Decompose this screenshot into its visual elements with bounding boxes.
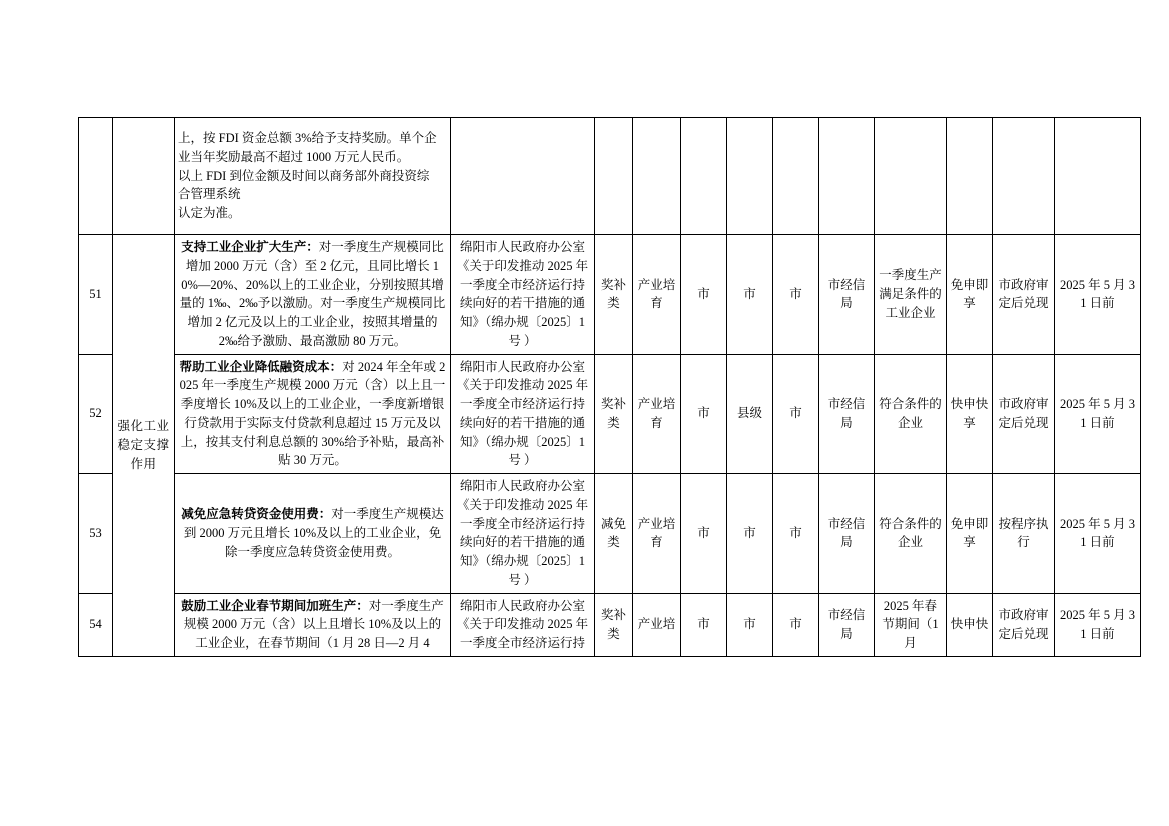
content-body: 对一季度生产规模同比增加 2000 万元（含）至 2 亿元，且同比增长 10%—20%、20%以上的工业企业，分别按照其增量的 1‰、2‰予以激励。对一季度生产规模同比增加 2 亿元及以上的工业企业，按照其增量的 2‰给予激励、最高激励 80 万元。 [179,240,446,348]
row-department: 市经信局 [819,474,875,594]
row-basis: 绵阳市人民政府办公室《关于印发推动 2025 年一季度全市经济运行持续向好的若干措施的通知》（绵办规〔2025〕1 号 ） [451,235,595,355]
row-field [633,118,681,235]
row-level3 [773,118,819,235]
row-process: 市政府审定后兑现 [993,354,1055,474]
row-basis: 绵阳市人民政府办公室《关于印发推动 2025 年一季度全市经济运行持 [451,593,595,656]
row-level2 [727,118,773,235]
row-basis [451,118,595,235]
row-content [175,474,451,594]
table-row [79,474,1141,594]
row-target: 符合条件的企业 [875,474,947,594]
row-target: 一季度生产满足条件的工业企业 [875,235,947,355]
content-body: 对 2024 年全年或 2025 年一季度生产规模 2000 万元（含）以上且一季度增长 10%及以上的工业企业，一季度新增银行贷款用于实际支付贷款利息超过 15 万元及以上，按其支付利息总额的 30%给予补贴，最高补贴 30 万元。 [179,359,446,468]
row-process [993,118,1055,235]
row-field: 产业培 [633,593,681,656]
row-content [175,235,451,355]
table-row [79,235,1141,355]
row-time: 2025 年 5 月 31 日前 [1055,235,1141,355]
row-type: 奖补类 [595,354,633,474]
row-number [79,118,113,235]
row-basis: 绵阳市人民政府办公室《关于印发推动 2025 年一季度全市经济运行持续向好的若干措施的通知》（绵办规〔2025〕1 号 ） [451,354,595,474]
row-apply-way: 快申快享 [947,354,993,474]
row-time [1055,118,1141,235]
content-line: 合管理系统 [178,187,241,202]
row-process: 市政府审定后兑现 [993,593,1055,656]
row-content [175,118,451,235]
row-level1: 市 [681,593,727,656]
content-lead: 鼓励工业企业春节期间加班生产： [181,598,369,613]
row-department: 市经信局 [819,593,875,656]
content-lead: 帮助工业企业降低融资成本： [179,359,343,374]
row-type: 减免类 [595,474,633,594]
row-type [595,118,633,235]
table-row [79,354,1141,474]
row-department: 市经信局 [819,235,875,355]
row-department [819,118,875,235]
row-level3: 市 [773,235,819,355]
table-row [79,118,1141,235]
row-target [875,118,947,235]
row-field: 产业培育 [633,235,681,355]
content-lead: 减免应急转贷资金使用费： [181,507,332,522]
row-number: 52 [79,354,113,474]
content-line: 上，按 FDI 资金总额 3%给予支持奖励。单个企 [178,131,437,146]
row-number: 53 [79,474,113,594]
row-target: 2025 年春节期间（1 月 [875,593,947,656]
row-apply-way: 快申快 [947,593,993,656]
policy-table [78,117,1141,657]
content-line: 业当年奖励最高不超过 1000 万元人民币。 [178,149,410,164]
row-group-label: 强化工业稳定支撑作用 [113,235,175,657]
row-type: 奖补类 [595,593,633,656]
row-field: 产业培育 [633,354,681,474]
row-level2: 市 [727,474,773,594]
content-body: 对一季度生产规模 2000 万元（含）以上且增长 10%及以上的工业企业，在春节期间（1 月 28 日—2 月 4 [183,598,444,650]
row-level3: 市 [773,474,819,594]
row-type: 奖补类 [595,235,633,355]
row-target: 符合条件的企业 [875,354,947,474]
policy-table-container [78,117,1135,657]
row-process: 按程序执行 [993,474,1055,594]
row-number: 51 [79,235,113,355]
row-apply-way [947,118,993,235]
row-level2: 市 [727,593,773,656]
row-level3: 市 [773,354,819,474]
row-level2: 市 [727,235,773,355]
row-level1 [681,118,727,235]
row-department: 市经信局 [819,354,875,474]
row-basis: 绵阳市人民政府办公室《关于印发推动 2025 年一季度全市经济运行持续向好的若干措施的通知》（绵办规〔2025〕1 号 ） [451,474,595,594]
row-apply-way: 免申即享 [947,474,993,594]
row-time: 2025 年 5 月 31 日前 [1055,474,1141,594]
row-level3: 市 [773,593,819,656]
row-time: 2025 年 5 月 31 日前 [1055,593,1141,656]
row-time: 2025 年 5 月 31 日前 [1055,354,1141,474]
row-content [175,593,451,656]
row-level1: 市 [681,354,727,474]
row-process: 市政府审定后兑现 [993,235,1055,355]
row-level2: 县级 [727,354,773,474]
row-group [113,118,175,235]
content-lead: 支持工业企业扩大生产： [181,240,319,254]
content-body: 对一季度生产规模达到 2000 万元且增长 10%及以上的工业企业，免除一季度应急转贷资金使用费。 [183,507,444,559]
content-line: 以上 FDI 到位金额及时间以商务部外商投资综 [178,168,430,183]
content-line: 认定为准。 [178,206,241,221]
row-level1: 市 [681,235,727,355]
row-field: 产业培育 [633,474,681,594]
row-apply-way: 免申即享 [947,235,993,355]
row-level1: 市 [681,474,727,594]
row-number: 54 [79,593,113,656]
row-content [175,354,451,474]
table-row [79,593,1141,656]
